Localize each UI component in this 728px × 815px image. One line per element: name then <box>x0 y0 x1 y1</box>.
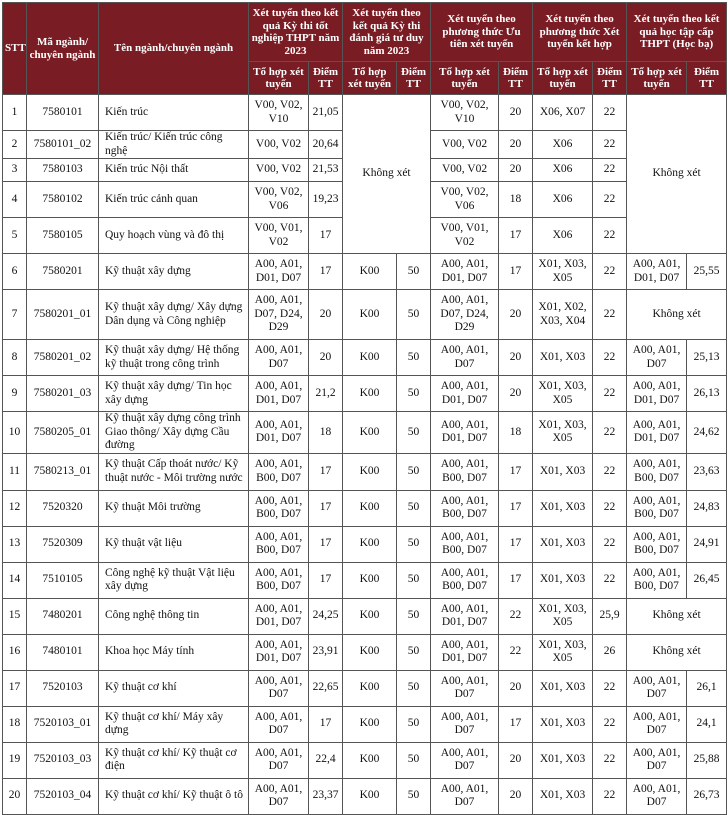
dgtd-combo-cell: K00 <box>343 526 397 562</box>
kethop-combo-cell: X01, X03, X05 <box>533 634 593 670</box>
thpt-score-cell: 20,64 <box>309 131 343 159</box>
uutien-combo-cell: A00, A01, B00, D07 <box>431 562 499 598</box>
thpt-score-cell: 20 <box>309 340 343 376</box>
kethop-score-cell: 22 <box>593 159 627 182</box>
thpt-score-cell: 17 <box>309 218 343 254</box>
stt-cell: 2 <box>3 131 27 159</box>
hocba-no-consider-cell: Không xét <box>627 634 727 670</box>
hocba-combo-cell: A00, A01, D07 <box>627 742 687 778</box>
uutien-combo-cell: A00, A01, D07 <box>431 778 499 814</box>
uutien-score-cell: 20 <box>499 670 533 706</box>
hocba-combo-cell: A00, A01, B00, D07 <box>627 490 687 526</box>
thpt-score-cell: 23,91 <box>309 634 343 670</box>
dgtd-score-cell: 50 <box>397 598 431 634</box>
stt-cell: 1 <box>3 95 27 131</box>
stt-cell: 11 <box>3 453 27 490</box>
header-stt: STT <box>3 3 27 95</box>
kethop-combo-cell: X01, X03 <box>533 490 593 526</box>
stt-cell: 5 <box>3 218 27 254</box>
uutien-score-cell: 20 <box>499 778 533 814</box>
dgtd-score-cell: 50 <box>397 453 431 490</box>
header-group-ketHop: Xét tuyển theo phương thức Xét tuyển kết hợp <box>533 3 627 62</box>
thpt-combo-cell: A00, A01, B00, D07 <box>249 562 309 598</box>
kethop-score-cell: 22 <box>593 290 627 340</box>
dgtd-score-cell: 50 <box>397 706 431 742</box>
header-code: Mã ngành/ chuyên ngành <box>27 3 99 95</box>
table-row <box>3 95 727 131</box>
code-cell: 7580201 <box>27 254 99 290</box>
kethop-combo-cell: X01, X03, X05 <box>533 598 593 634</box>
code-cell: 7580201_02 <box>27 340 99 376</box>
table-row <box>3 562 727 598</box>
dgtd-score-cell: 50 <box>397 670 431 706</box>
stt-cell: 12 <box>3 490 27 526</box>
kethop-score-cell: 22 <box>593 340 627 376</box>
thpt-combo-cell: A00, A01, D07 <box>249 706 309 742</box>
dgtd-score-cell: 50 <box>397 742 431 778</box>
name-cell: Kỹ thuật xây dựng/ Tin học xây dựng <box>99 376 249 412</box>
uutien-combo-cell: V00, V02, V06 <box>431 182 499 218</box>
hocba-combo-cell: A00, A01, D01, D07 <box>627 254 687 290</box>
code-cell: 7580213_01 <box>27 453 99 490</box>
uutien-score-cell: 20 <box>499 376 533 412</box>
uutien-combo-cell: V00, V02 <box>431 131 499 159</box>
uutien-combo-cell: A00, A01, B00, D07 <box>431 526 499 562</box>
hocba-score-cell: 25,13 <box>687 340 727 376</box>
hocba-score-cell: 24,1 <box>687 706 727 742</box>
header-score: Điểm TT <box>309 62 343 95</box>
code-cell: 7520103 <box>27 670 99 706</box>
header-group-dgtd: Xét tuyển theo kết quả Kỳ thi đánh giá tư duy năm 2023 <box>343 3 431 62</box>
thpt-score-cell: 22,4 <box>309 742 343 778</box>
dgtd-combo-cell: K00 <box>343 412 397 454</box>
kethop-combo-cell: X06 <box>533 131 593 159</box>
uutien-score-cell: 17 <box>499 218 533 254</box>
name-cell: Kiến trúc Nội thất <box>99 159 249 182</box>
thpt-combo-cell: V00, V02, V06 <box>249 182 309 218</box>
dgtd-combo-cell: K00 <box>343 376 397 412</box>
code-cell: 7580201_03 <box>27 376 99 412</box>
uutien-combo-cell: A00, A01, D01, D07 <box>431 412 499 454</box>
uutien-combo-cell: A00, A01, B00, D07 <box>431 490 499 526</box>
dgtd-combo-cell: K00 <box>343 778 397 814</box>
hocba-score-cell: 24,91 <box>687 526 727 562</box>
table-row <box>3 412 727 454</box>
thpt-score-cell: 18 <box>309 412 343 454</box>
table-row <box>3 254 727 290</box>
header-combo: Tổ hợp xét tuyển <box>249 62 309 95</box>
name-cell: Khoa học Máy tính <box>99 634 249 670</box>
hocba-combo-cell: A00, A01, B00, D07 <box>627 526 687 562</box>
thpt-combo-cell: V00, V02 <box>249 159 309 182</box>
table-row <box>3 290 727 340</box>
hocba-score-cell: 26,13 <box>687 376 727 412</box>
code-cell: 7580101 <box>27 95 99 131</box>
uutien-score-cell: 17 <box>499 453 533 490</box>
uutien-score-cell: 17 <box>499 706 533 742</box>
kethop-combo-cell: X06, X07 <box>533 95 593 131</box>
dgtd-score-cell: 50 <box>397 254 431 290</box>
dgtd-score-cell: 50 <box>397 490 431 526</box>
stt-cell: 13 <box>3 526 27 562</box>
name-cell: Kiến trúc <box>99 95 249 131</box>
thpt-combo-cell: V00, V02, V10 <box>249 95 309 131</box>
kethop-score-cell: 26 <box>593 634 627 670</box>
kethop-combo-cell: X01, X03, X05 <box>533 412 593 454</box>
hocba-score-cell: 25,88 <box>687 742 727 778</box>
kethop-combo-cell: X06 <box>533 182 593 218</box>
kethop-score-cell: 25,9 <box>593 598 627 634</box>
name-cell: Kỹ thuật Cấp thoát nước/ Kỹ thuật nước - Môi trường nước <box>99 453 249 490</box>
dgtd-score-cell: 50 <box>397 526 431 562</box>
table-row <box>3 706 727 742</box>
hocba-no-consider-cell: Không xét <box>627 290 727 340</box>
name-cell: Kỹ thuật xây dựng <box>99 254 249 290</box>
uutien-score-cell: 22 <box>499 634 533 670</box>
dgtd-score-cell: 50 <box>397 340 431 376</box>
uutien-score-cell: 17 <box>499 490 533 526</box>
dgtd-combo-cell: K00 <box>343 254 397 290</box>
header-group-uutien: Xét tuyển theo phương thức Ưu tiên xét tuyển <box>431 3 533 62</box>
kethop-combo-cell: X01, X03 <box>533 670 593 706</box>
thpt-combo-cell: A00, A01, D07 <box>249 340 309 376</box>
kethop-score-cell: 22 <box>593 670 627 706</box>
thpt-combo-cell: A00, A01, B00, D07 <box>249 490 309 526</box>
uutien-score-cell: 20 <box>499 742 533 778</box>
hocba-combo-cell: A00, A01, D07 <box>627 670 687 706</box>
kethop-score-cell: 22 <box>593 742 627 778</box>
kethop-combo-cell: X06 <box>533 218 593 254</box>
uutien-combo-cell: A00, A01, D07 <box>431 340 499 376</box>
thpt-combo-cell: A00, A01, D01, D07 <box>249 412 309 454</box>
uutien-combo-cell: A00, A01, D07, D24, D29 <box>431 290 499 340</box>
uutien-combo-cell: A00, A01, D01, D07 <box>431 254 499 290</box>
thpt-combo-cell: A00, A01, D01, D07 <box>249 598 309 634</box>
hocba-score-cell: 23,63 <box>687 453 727 490</box>
table-row <box>3 526 727 562</box>
header-combo: Tổ hợp xét tuyển <box>431 62 499 95</box>
hocba-no-consider-cell: Không xét <box>627 598 727 634</box>
table-row <box>3 598 727 634</box>
dgtd-score-cell: 50 <box>397 562 431 598</box>
table-row <box>3 742 727 778</box>
hocba-combo-cell: A00, A01, D07 <box>627 340 687 376</box>
dgtd-combo-cell: K00 <box>343 562 397 598</box>
table-row <box>3 490 727 526</box>
hocba-score-cell: 25,55 <box>687 254 727 290</box>
hocba-score-cell: 24,62 <box>687 412 727 454</box>
header-combo: Tổ hợp xét tuyển <box>343 62 397 95</box>
dgtd-combo-cell: K00 <box>343 340 397 376</box>
kethop-score-cell: 22 <box>593 526 627 562</box>
kethop-score-cell: 22 <box>593 778 627 814</box>
dgtd-score-cell: 50 <box>397 412 431 454</box>
uutien-combo-cell: A00, A01, D07 <box>431 706 499 742</box>
kethop-combo-cell: X01, X03 <box>533 340 593 376</box>
name-cell: Kỹ thuật cơ khí <box>99 670 249 706</box>
hocba-combo-cell: A00, A01, D07 <box>627 706 687 742</box>
name-cell: Kiến trúc cảnh quan <box>99 182 249 218</box>
thpt-combo-cell: V00, V02 <box>249 131 309 159</box>
dgtd-combo-cell: K00 <box>343 706 397 742</box>
thpt-combo-cell: A00, A01, D07 <box>249 670 309 706</box>
hocba-score-cell: 26,45 <box>687 562 727 598</box>
thpt-combo-cell: A00, A01, D01, D07 <box>249 254 309 290</box>
uutien-score-cell: 17 <box>499 562 533 598</box>
code-cell: 7580103 <box>27 159 99 182</box>
thpt-score-cell: 20 <box>309 290 343 340</box>
thpt-combo-cell: V00, V01, V02 <box>249 218 309 254</box>
hocba-score-cell: 24,83 <box>687 490 727 526</box>
uutien-score-cell: 17 <box>499 526 533 562</box>
thpt-combo-cell: A00, A01, B00, D07 <box>249 526 309 562</box>
code-cell: 7580102 <box>27 182 99 218</box>
uutien-combo-cell: V00, V02, V10 <box>431 95 499 131</box>
name-cell: Kỹ thuật cơ khí/ Kỹ thuật ô tô <box>99 778 249 814</box>
dgtd-combo-cell: K00 <box>343 290 397 340</box>
dgtd-combo-cell: K00 <box>343 598 397 634</box>
code-cell: 7580101_02 <box>27 131 99 159</box>
stt-cell: 10 <box>3 412 27 454</box>
code-cell: 7580105 <box>27 218 99 254</box>
dgtd-score-cell: 50 <box>397 634 431 670</box>
dgtd-score-cell: 50 <box>397 778 431 814</box>
header-name: Tên ngành/chuyên ngành <box>99 3 249 95</box>
thpt-score-cell: 21,05 <box>309 95 343 131</box>
dgtd-combo-cell: K00 <box>343 453 397 490</box>
stt-cell: 15 <box>3 598 27 634</box>
kethop-combo-cell: X01, X03 <box>533 526 593 562</box>
uutien-combo-cell: A00, A01, D01, D07 <box>431 376 499 412</box>
stt-cell: 9 <box>3 376 27 412</box>
name-cell: Kỹ thuật xây dựng công trình Giao thông/ Xây dựng Cầu đường <box>99 412 249 454</box>
uutien-score-cell: 18 <box>499 412 533 454</box>
hocba-score-cell: 26,73 <box>687 778 727 814</box>
kethop-combo-cell: X01, X03 <box>533 562 593 598</box>
dgtd-combo-cell: K00 <box>343 670 397 706</box>
thpt-score-cell: 17 <box>309 562 343 598</box>
header-score: Điểm TT <box>593 62 627 95</box>
uutien-combo-cell: V00, V02 <box>431 159 499 182</box>
kethop-combo-cell: X01, X02, X03, X04 <box>533 290 593 340</box>
dgtd-score-cell: 50 <box>397 376 431 412</box>
uutien-combo-cell: A00, A01, D07 <box>431 670 499 706</box>
thpt-combo-cell: A00, A01, B00, D07 <box>249 453 309 490</box>
uutien-score-cell: 20 <box>499 290 533 340</box>
uutien-score-cell: 20 <box>499 131 533 159</box>
kethop-score-cell: 22 <box>593 182 627 218</box>
code-cell: 7480101 <box>27 634 99 670</box>
header-group-thpt: Xét tuyển theo kết quả Kỳ thi tốt nghiệp THPT năm 2023 <box>249 3 343 62</box>
dgtd-combo-cell: K00 <box>343 490 397 526</box>
kethop-score-cell: 22 <box>593 95 627 131</box>
hocba-combo-cell: A00, A01, D01, D07 <box>627 376 687 412</box>
header-score: Điểm TT <box>499 62 533 95</box>
table-row <box>3 453 727 490</box>
thpt-score-cell: 21,2 <box>309 376 343 412</box>
hocba-score-cell: 26,1 <box>687 670 727 706</box>
kethop-combo-cell: X01, X03 <box>533 778 593 814</box>
code-cell: 7510105 <box>27 562 99 598</box>
uutien-score-cell: 20 <box>499 340 533 376</box>
name-cell: Kỹ thuật cơ khí/ Kỹ thuật cơ điện <box>99 742 249 778</box>
code-cell: 7580201_01 <box>27 290 99 340</box>
uutien-combo-cell: A00, A01, D01, D07 <box>431 634 499 670</box>
code-cell: 7480201 <box>27 598 99 634</box>
header-score: Điểm TT <box>397 62 431 95</box>
kethop-score-cell: 22 <box>593 218 627 254</box>
kethop-score-cell: 22 <box>593 412 627 454</box>
hocba-combo-cell: A00, A01, B00, D07 <box>627 562 687 598</box>
name-cell: Công nghệ kỹ thuật Vật liệu xây dựng <box>99 562 249 598</box>
uutien-score-cell: 22 <box>499 598 533 634</box>
code-cell: 7520103_04 <box>27 778 99 814</box>
kethop-score-cell: 22 <box>593 131 627 159</box>
thpt-score-cell: 19,23 <box>309 182 343 218</box>
table-row <box>3 340 727 376</box>
uutien-score-cell: 20 <box>499 95 533 131</box>
hocba-combo-cell: A00, A01, D01, D07 <box>627 412 687 454</box>
thpt-score-cell: 22,65 <box>309 670 343 706</box>
code-cell: 7520309 <box>27 526 99 562</box>
uutien-score-cell: 18 <box>499 182 533 218</box>
name-cell: Kỹ thuật cơ khí/ Máy xây dựng <box>99 706 249 742</box>
stt-cell: 18 <box>3 706 27 742</box>
kethop-score-cell: 22 <box>593 453 627 490</box>
thpt-score-cell: 17 <box>309 254 343 290</box>
kethop-score-cell: 22 <box>593 706 627 742</box>
thpt-score-cell: 17 <box>309 526 343 562</box>
stt-cell: 4 <box>3 182 27 218</box>
thpt-score-cell: 21,53 <box>309 159 343 182</box>
table-row <box>3 376 727 412</box>
thpt-score-cell: 23,37 <box>309 778 343 814</box>
kethop-score-cell: 22 <box>593 254 627 290</box>
name-cell: Kỹ thuật xây dựng/ Hệ thống kỹ thuật trong công trình <box>99 340 249 376</box>
thpt-score-cell: 17 <box>309 490 343 526</box>
header-group-hocba: Xét tuyển theo kết quả học tập cấp THPT (Học bạ) <box>627 3 727 62</box>
thpt-combo-cell: A00, A01, D07 <box>249 778 309 814</box>
uutien-combo-cell: A00, A01, D01, D07 <box>431 598 499 634</box>
hocba-combo-cell: A00, A01, D07 <box>627 778 687 814</box>
code-cell: 7520320 <box>27 490 99 526</box>
code-cell: 7580205_01 <box>27 412 99 454</box>
table-row <box>3 634 727 670</box>
dgtd-combo-cell: K00 <box>343 742 397 778</box>
stt-cell: 7 <box>3 290 27 340</box>
code-cell: 7520103_03 <box>27 742 99 778</box>
thpt-combo-cell: A00, A01, D01, D07 <box>249 376 309 412</box>
uutien-combo-cell: V00, V01, V02 <box>431 218 499 254</box>
uutien-score-cell: 17 <box>499 254 533 290</box>
uutien-score-cell: 20 <box>499 159 533 182</box>
kethop-combo-cell: X06 <box>533 159 593 182</box>
admission-table <box>2 2 727 815</box>
kethop-combo-cell: X01, X03, X05 <box>533 254 593 290</box>
uutien-combo-cell: A00, A01, B00, D07 <box>431 453 499 490</box>
dgtd-score-cell: 50 <box>397 290 431 340</box>
header-combo: Tổ hợp xét tuyển <box>533 62 593 95</box>
thpt-combo-cell: A00, A01, D01, D07 <box>249 634 309 670</box>
dgtd-no-consider-cell: Không xét <box>343 95 431 254</box>
kethop-combo-cell: X01, X03 <box>533 706 593 742</box>
thpt-score-cell: 17 <box>309 453 343 490</box>
kethop-score-cell: 22 <box>593 490 627 526</box>
name-cell: Kỹ thuật vật liệu <box>99 526 249 562</box>
stt-cell: 20 <box>3 778 27 814</box>
stt-cell: 3 <box>3 159 27 182</box>
name-cell: Kỹ thuật Môi trường <box>99 490 249 526</box>
name-cell: Công nghệ thông tin <box>99 598 249 634</box>
kethop-combo-cell: X01, X03 <box>533 453 593 490</box>
stt-cell: 6 <box>3 254 27 290</box>
header-score: Điểm TT <box>687 62 727 95</box>
name-cell: Kỹ thuật xây dựng/ Xây dựng Dân dụng và Công nghiệp <box>99 290 249 340</box>
kethop-score-cell: 22 <box>593 562 627 598</box>
name-cell: Quy hoạch vùng và đô thị <box>99 218 249 254</box>
kethop-combo-cell: X01, X03 <box>533 742 593 778</box>
kethop-combo-cell: X01, X03, X05 <box>533 376 593 412</box>
header-combo: Tổ hợp xét tuyển <box>627 62 687 95</box>
stt-cell: 16 <box>3 634 27 670</box>
stt-cell: 17 <box>3 670 27 706</box>
code-cell: 7520103_01 <box>27 706 99 742</box>
stt-cell: 14 <box>3 562 27 598</box>
thpt-combo-cell: A00, A01, D07 <box>249 742 309 778</box>
dgtd-combo-cell: K00 <box>343 634 397 670</box>
thpt-score-cell: 17 <box>309 706 343 742</box>
kethop-score-cell: 22 <box>593 376 627 412</box>
stt-cell: 8 <box>3 340 27 376</box>
table-row <box>3 670 727 706</box>
uutien-combo-cell: A00, A01, D07 <box>431 742 499 778</box>
hocba-no-consider-cell: Không xét <box>627 95 727 254</box>
thpt-combo-cell: A00, A01, D07, D24, D29 <box>249 290 309 340</box>
hocba-combo-cell: A00, A01, B00, D07 <box>627 453 687 490</box>
name-cell: Kiến trúc/ Kiến trúc công nghệ <box>99 131 249 159</box>
table-body <box>3 95 727 815</box>
thpt-score-cell: 24,25 <box>309 598 343 634</box>
stt-cell: 19 <box>3 742 27 778</box>
